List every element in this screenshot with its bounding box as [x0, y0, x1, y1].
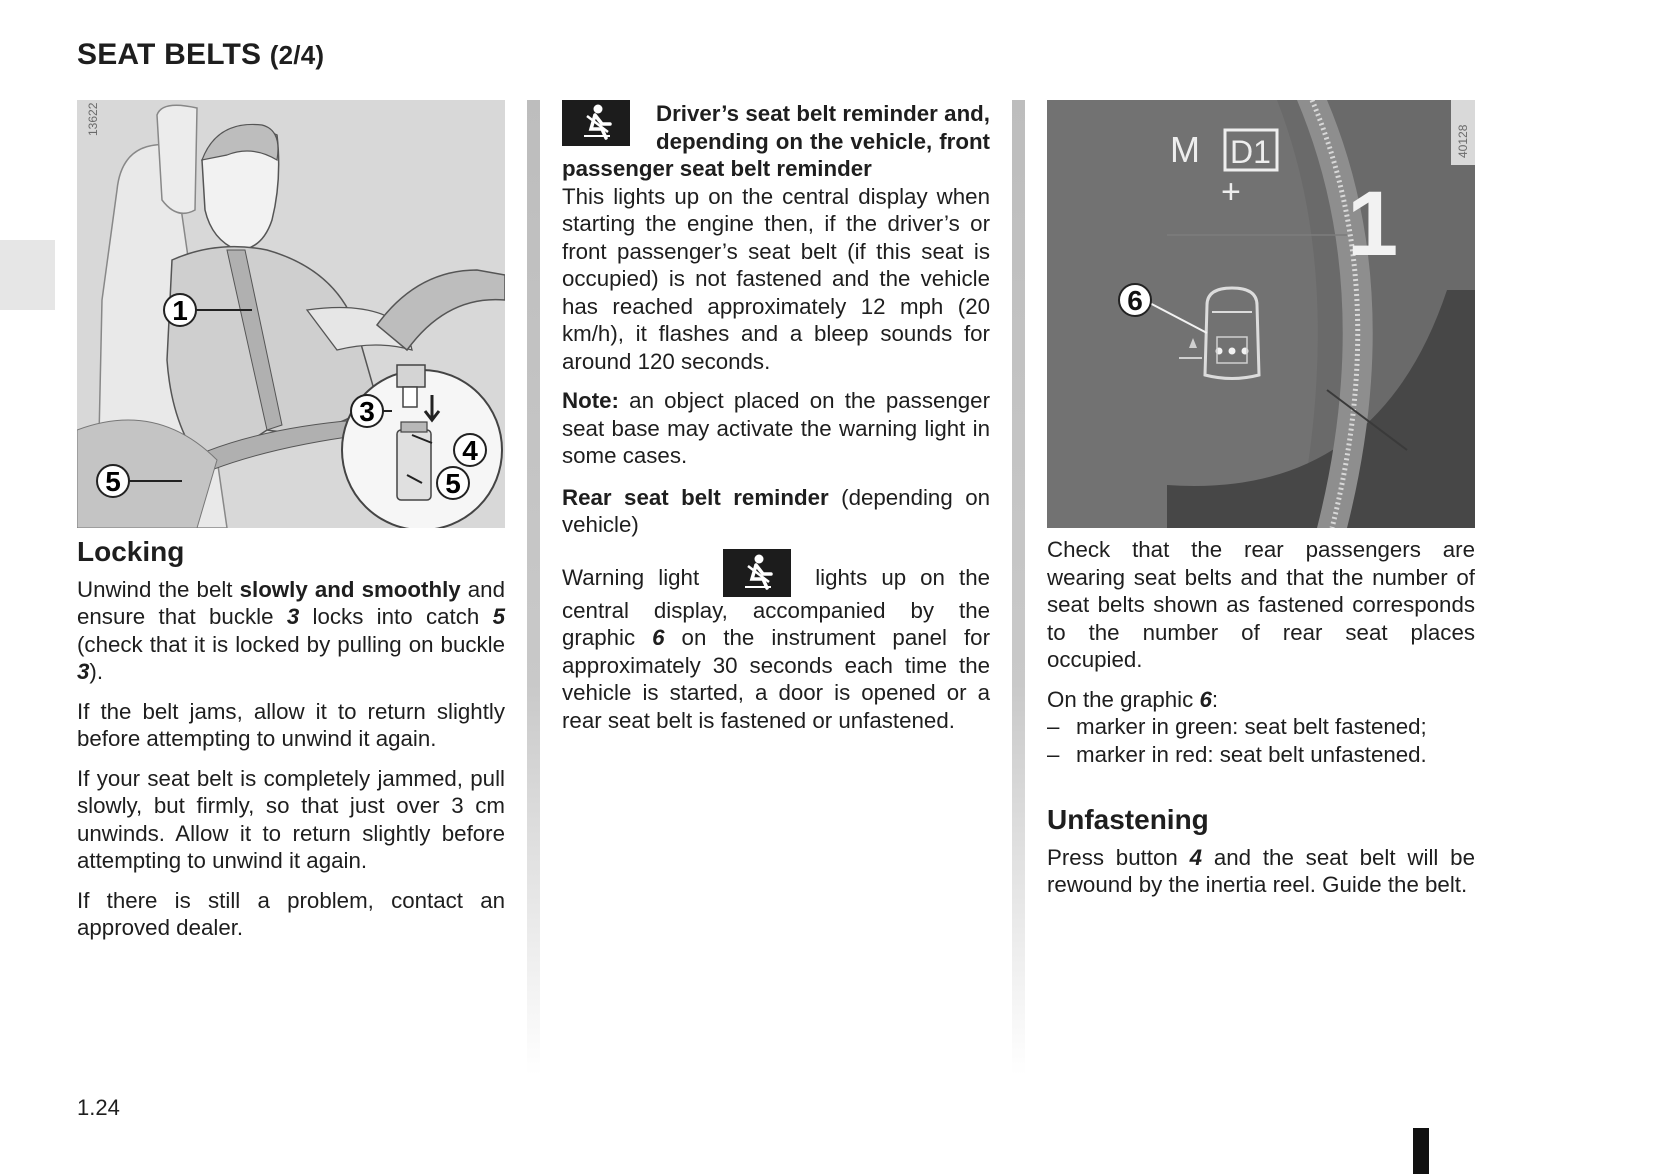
- rear-reminder-heading: Rear seat belt reminder (depending on vehicle): [562, 484, 990, 537]
- heading-locking: Locking: [77, 536, 185, 567]
- svg-text:3: 3: [359, 396, 375, 427]
- column-locking: [77, 100, 505, 954]
- figure-ref-40128: 40128: [1456, 124, 1470, 158]
- svg-text:5: 5: [445, 468, 461, 499]
- page-title-text: SEAT BELTS: [77, 38, 262, 71]
- locking-paragraph-2: If the belt jams, allow it to return slightly before attempting to unwind it again.: [77, 698, 505, 751]
- unfastening-paragraph: Press button 4 and the seat belt will be rewound by the inertia reel. Guide the belt.: [1047, 844, 1475, 897]
- callout-4: [454, 434, 486, 466]
- seat-belt-illustration: [77, 100, 505, 528]
- page-number: 1.24: [77, 1095, 120, 1120]
- page-title-part: (2/4): [269, 40, 325, 70]
- svg-text:4: 4: [462, 435, 478, 466]
- driver-reminder-heading-block: [562, 100, 990, 183]
- column-divider-1: [527, 100, 540, 1075]
- current-gear-digit: 1: [1347, 173, 1399, 275]
- page-title: [77, 38, 324, 72]
- warning-light-paragraph: Warning light lights up on the central display, accompanied by the graphic 6 on the instrument panel for approximately 30 seconds each time the vehicle is started, a door is opened or a rear seat belt is fastened or unfastened.: [562, 561, 990, 735]
- svg-text:5: 5: [105, 466, 121, 497]
- locking-paragraph-3: If your seat belt is completely jammed, pull slowly, but firmly, so that just over 3 cm unwinds. Allow it to return slightly before attempting to unwind it again.: [77, 765, 505, 873]
- svg-text:6: 6: [1127, 285, 1143, 316]
- callout-5-detail: [437, 467, 469, 499]
- seatbelt-warning-icon: [562, 100, 630, 146]
- column-reminders: [562, 100, 990, 746]
- chapter-tab: [0, 240, 55, 310]
- driver-reminder-heading: Driver’s seat belt reminder and, depending on the vehicle, front passenger seat belt reminder: [562, 101, 990, 181]
- callout-1: [164, 294, 196, 326]
- column-divider-2: [1012, 100, 1025, 1075]
- callout-3: [351, 395, 383, 427]
- list-item: – marker in green: seat belt fastened;: [1047, 714, 1427, 739]
- instrument-panel-illustration: [1047, 100, 1475, 528]
- gear-indicator: D1: [1230, 134, 1271, 170]
- gear-mode-label: M: [1170, 129, 1200, 170]
- marker-list: [1047, 713, 1475, 768]
- graphic-intro: On the graphic 6:: [1047, 686, 1219, 712]
- figure-ref-13622: 13622: [86, 102, 100, 136]
- column-rear-display: [1047, 100, 1475, 911]
- heading-unfastening: Unfastening: [1047, 804, 1209, 835]
- driver-reminder-text: This lights up on the central display when starting the engine then, if the driver’s or front passenger’s seat belt (if this seat is occupied) is not fastened and the vehicle has reached approximately 12 mph (20 km/h), it flashes and a bleep sounds for around 120 seconds.: [562, 183, 990, 374]
- rear-passengers-paragraph: Check that the rear passengers are wearing seat belts and that the number of seat belts shown as fastened corresponds to the number of rear seat places occupied.: [1047, 537, 1475, 672]
- list-item: – marker in red: seat belt unfastened.: [1047, 741, 1427, 767]
- callout-5: [97, 465, 129, 497]
- locking-paragraph-1: Unwind the belt slowly and smoothly and ensure that buckle 3 locks into catch 5 (check that it is locked by pulling on buckle 3).: [77, 576, 505, 684]
- seatbelt-warning-icon-inline: [723, 549, 791, 597]
- gear-plus: +: [1221, 173, 1241, 211]
- locking-paragraph-4: If there is still a problem, contact an approved dealer.: [77, 887, 505, 940]
- svg-text:1: 1: [172, 295, 188, 326]
- note-paragraph: Note: an object placed on the passenger seat base may activate the warning light in some cases.: [562, 388, 990, 468]
- page-edge-marker: [1413, 1128, 1429, 1174]
- callout-6: [1119, 284, 1151, 316]
